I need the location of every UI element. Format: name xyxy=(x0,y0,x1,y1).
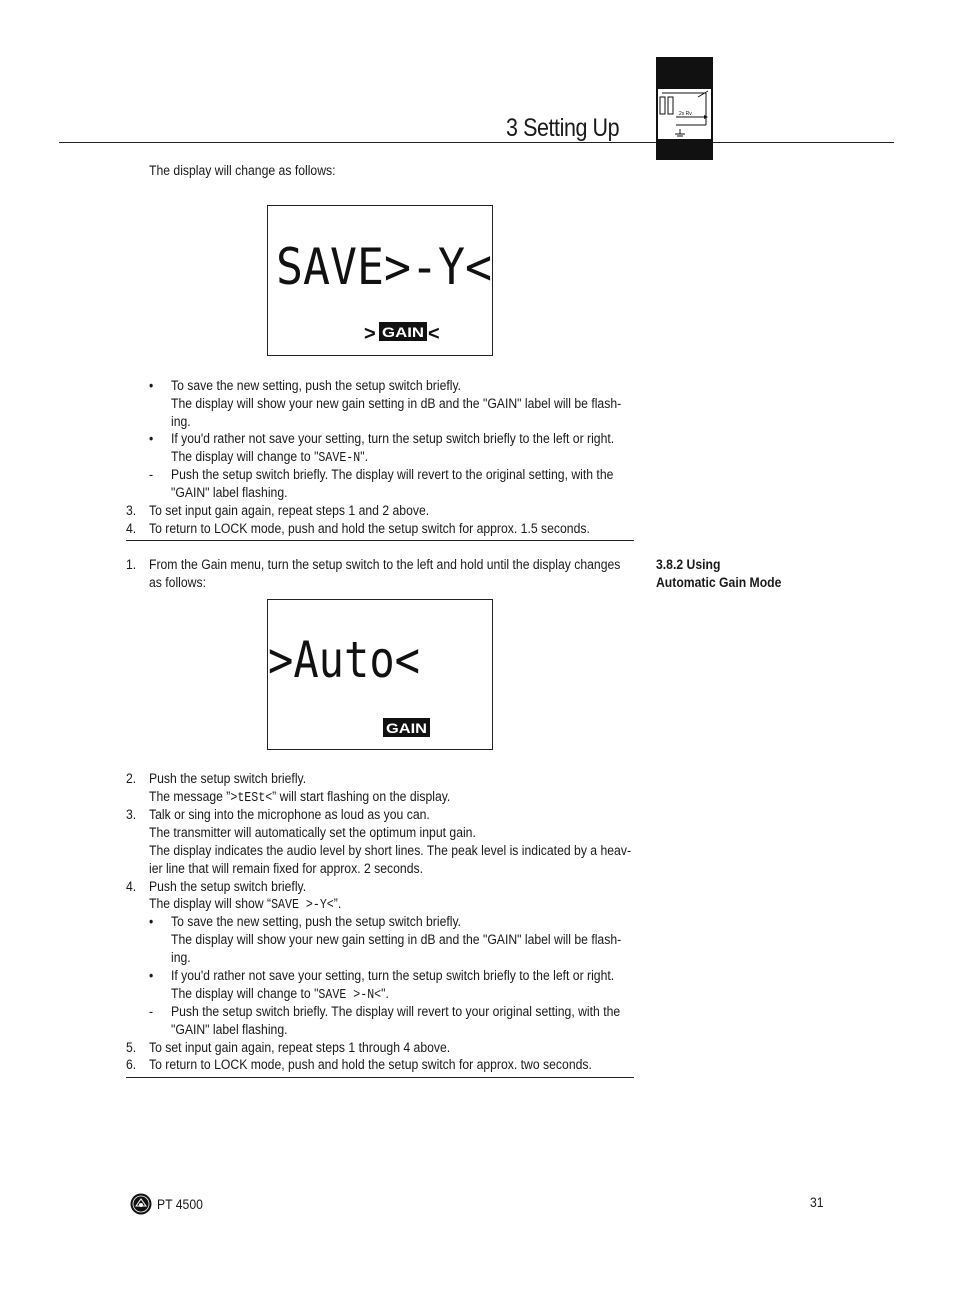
block3-step3-line2: The transmitter will automatically set the optimum input gain. xyxy=(149,825,476,841)
block1-bullet1-line2: The display will show your new gain setting in dB and the "GAIN" label will be flash- xyxy=(171,396,622,412)
block3-s4-code: SAVE >-Y< xyxy=(271,898,334,913)
lcd-main-text: >Auto< xyxy=(268,631,420,689)
intro-text: The display will change as follows: xyxy=(149,163,336,179)
block3-bullet2-line2 xyxy=(171,985,389,1005)
block3-bullet1-line1: To save the new setting, push the setup switch briefly. xyxy=(171,914,462,930)
block1-bullet2-line1: If you'd rather not save your setting, turn the setup switch briefly to the left or right. xyxy=(171,431,615,447)
step-number: 4. xyxy=(126,879,137,895)
step-number: 4. xyxy=(126,521,137,537)
step-number: 2. xyxy=(126,771,137,787)
block3-step4-line2 xyxy=(149,895,341,915)
block3-s2-post: ” will start flashing on the display. xyxy=(272,789,451,805)
step-number: 5. xyxy=(126,1040,137,1056)
block1-dash-line2: "GAIN" label flashing. xyxy=(171,485,288,501)
block3-step2-line2 xyxy=(149,788,450,808)
block3-s2-code: >tESt< xyxy=(230,791,273,806)
thumb-label: 2x Rv xyxy=(679,111,692,117)
block1-step3: To set input gain again, repeat steps 1 and 2 above. xyxy=(149,503,430,519)
block3-b2-pre: The display will change to " xyxy=(171,986,319,1002)
block3-s4-post: ”. xyxy=(333,896,342,912)
page-number: 31 xyxy=(810,1195,824,1211)
dash-marker: - xyxy=(149,467,154,483)
bullet-marker: • xyxy=(149,378,154,394)
lcd-display-save xyxy=(267,205,493,356)
sidebar-heading-line1: 3.8.2 Using xyxy=(656,557,721,573)
block3-s2-pre: The message ” xyxy=(149,789,231,805)
block2-step1-line1: From the Gain menu, turn the setup switch to the left and hold until the display changes xyxy=(149,557,621,573)
akg-logo-icon xyxy=(130,1193,152,1215)
chapter-thumb-icon xyxy=(656,57,713,160)
block3-step3-line1: Talk or sing into the microphone as loud as you can. xyxy=(149,807,430,823)
block3-step5: To set input gain again, repeat steps 1 through 4 above. xyxy=(149,1040,451,1056)
block3-bullet1-line2: The display will show your new gain setting in dB and the "GAIN" label will be flash- xyxy=(171,932,622,948)
block3-b2-code: SAVE >-N< xyxy=(318,988,382,1003)
block2-step1-line2: as follows: xyxy=(149,575,206,591)
bullet-marker: • xyxy=(149,968,154,984)
block1-b2-post: ". xyxy=(360,449,368,465)
block1-dash-line1: Push the setup switch briefly. The display will revert to the original setting, with the xyxy=(171,467,614,483)
step-number: 1. xyxy=(126,557,137,573)
sidebar-heading-line2: Automatic Gain Mode xyxy=(656,575,782,591)
block1-end-rule xyxy=(126,540,634,541)
block3-dash-line2: "GAIN" label flashing. xyxy=(171,1022,288,1038)
block1-bullet2-line2 xyxy=(171,448,368,468)
block3-step3-line3: The display indicates the audio level by short lines. The peak level is indicated by a heav- xyxy=(149,843,632,859)
block3-step3-line4: ier line that will remain fixed for approx. 2 seconds. xyxy=(149,861,423,877)
bullet-marker: • xyxy=(149,431,154,447)
block3-end-rule xyxy=(126,1077,634,1078)
block1-b2-code: SAVE-N xyxy=(318,451,361,466)
section-title: 3 Setting Up xyxy=(506,114,620,142)
lcd-gain-left-arrow: > xyxy=(364,323,376,345)
lcd-gain-label: GAIN xyxy=(386,720,427,736)
step-number: 6. xyxy=(126,1057,137,1073)
block3-b2-post: ". xyxy=(381,986,389,1002)
block1-b2-pre: The display will change to " xyxy=(171,449,319,465)
block1-bullet1-line3: ing. xyxy=(171,414,191,430)
lcd-main-text: SAVE>-Y< xyxy=(276,238,492,296)
block3-step2-line1: Push the setup switch briefly. xyxy=(149,771,307,787)
header-rule xyxy=(59,142,894,143)
lcd-display-auto xyxy=(267,599,493,750)
step-number: 3. xyxy=(126,503,137,519)
block1-step4: To return to LOCK mode, push and hold the setup switch for approx. 1.5 seconds. xyxy=(149,521,590,537)
footer-model: PT 4500 xyxy=(157,1197,203,1213)
block3-step6: To return to LOCK mode, push and hold the setup switch for approx. two seconds. xyxy=(149,1057,592,1073)
block1-bullet1-line1: To save the new setting, push the setup switch briefly. xyxy=(171,378,462,394)
bullet-marker: • xyxy=(149,914,154,930)
lcd-gain-right-arrow: < xyxy=(428,323,440,345)
lcd-gain-label: GAIN xyxy=(382,324,424,340)
block3-bullet2-line1: If you'd rather not save your setting, turn the setup switch briefly to the left or right. xyxy=(171,968,615,984)
dash-marker: - xyxy=(149,1004,154,1020)
block3-step4-line1: Push the setup switch briefly. xyxy=(149,879,307,895)
step-number: 3. xyxy=(126,807,137,823)
block3-dash-line1: Push the setup switch briefly. The display will revert to your original setting, with the xyxy=(171,1004,621,1020)
block3-bullet1-line3: ing. xyxy=(171,950,191,966)
block3-s4-pre: The display will show “ xyxy=(149,896,272,912)
